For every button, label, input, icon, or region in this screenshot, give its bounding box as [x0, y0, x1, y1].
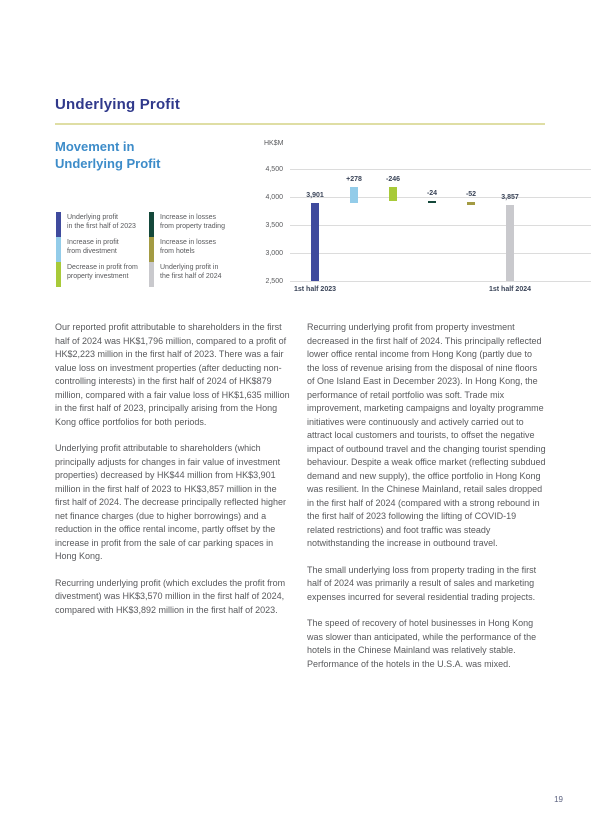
- chart-title-line1: Movement in: [55, 139, 135, 154]
- waterfall-bar: [506, 205, 514, 281]
- legend-item: [56, 212, 138, 237]
- x-axis-category-label: 1st half 2023: [293, 286, 337, 293]
- legend-column-right: [149, 212, 225, 287]
- axis-unit-label: HK$M: [264, 140, 284, 147]
- legend-item: [56, 237, 138, 262]
- bar-value-label: -52: [465, 191, 477, 199]
- body-paragraph: Recurring underlying profit from property investment decreased in the first half of 2024. This principally reflected lower office rental income from Hong Kong (partly due to the loss of revenue arising from the disposal of nine floors of One Island East in December 2023). In Hong Kong, the performance of retail portfolio was soft. Trade mix improvement, marketing campaigns and loyalty programme initiatives were continuously and actively carried out to attract local customers and tourists, to offset the negative impact of outbound travel and the changing tourist spending behaviour. Despite a weak office market (reflecting subdued demand and new supply), the office portfolio in Hong Kong was resilient. In the Chinese Mainland, retail sales dropped in the first half of 2024 (compared with a strong rebound in the first half of 2023 following the lifting of COVID-19 related restrictions) and foot traffic was steady notwithstanding the increase in outbound travel.: [307, 322, 546, 548]
- legend-label: Increase in losses from property trading: [160, 214, 225, 230]
- body-paragraph: Underlying profit attributable to shareholders (which principally adjusts for changes in fair value of investment properties) decreased by HK$44 million from HK$3,901 million in the first half of 2023 to HK$3,857 million in the first half of 2024. The decrease principally reflected higher net finance charges (due to higher borrowings) and a reduction in the office rental income, partly offset by the increase in profit from the sale of car parking spaces in Hong Kong.: [55, 443, 286, 561]
- legend-item: [56, 262, 138, 287]
- y-axis-tick-label: 3,000: [265, 250, 283, 257]
- y-axis-tick-label: 2,500: [265, 278, 283, 285]
- waterfall-chart: [263, 138, 598, 310]
- legend-item: [149, 212, 225, 237]
- section-divider: [55, 123, 545, 125]
- page-number: 19: [554, 795, 563, 804]
- legend-label: Underlying profit in the first half of 2024: [160, 264, 222, 280]
- chart-plot-area: [263, 138, 598, 310]
- y-axis-tick-label: 3,500: [265, 222, 283, 229]
- legend-swatch: [56, 262, 61, 287]
- chart-title-line2: Underlying Profit: [55, 156, 161, 171]
- y-axis-tick-label: 4,500: [265, 166, 283, 173]
- body-paragraph: Recurring underlying profit (which excludes the profit from divestment) was HK$3,570 million in the first half of 2024, compared with HK$3,892 million in the first half of 2023.: [55, 577, 286, 615]
- bar-value-label: +278: [346, 175, 362, 183]
- chart-title: [55, 138, 160, 172]
- legend-item: [149, 262, 225, 287]
- y-axis-tick-label: 4,000: [265, 194, 283, 201]
- body-paragraph: The small underlying loss from property trading in the first half of 2024 was primarily a result of sales and marketing expenses incurred for several residential trading projects.: [307, 564, 537, 602]
- chart-gridline: [290, 281, 591, 282]
- body-column-left: [55, 321, 292, 630]
- legend-item: [149, 237, 225, 262]
- legend-label: Increase in losses from hotels: [160, 239, 217, 255]
- x-axis-category-label: 1st half 2024: [488, 286, 532, 293]
- legend-swatch: [56, 237, 61, 262]
- bar-value-label: -24: [426, 189, 438, 197]
- body-column-right: [307, 321, 546, 684]
- legend-swatch: [56, 212, 61, 237]
- chart-gridline: [290, 225, 591, 226]
- chart-gridline: [290, 253, 591, 254]
- legend-swatch: [149, 237, 154, 262]
- legend-label: Increase in profit from divestment: [67, 239, 119, 255]
- legend-label: Underlying profit in the first half of 2023: [67, 214, 136, 230]
- body-paragraph: Our reported profit attributable to shareholders in the first half of 2024 was HK$1,796 million, compared to a profit of HK$2,223 million in the first half of 2023. There was a fair value loss on investment properties (after deducting non-controlling interests) in the first half of 2024 of HK$879 million, compared with a fair value loss of HK$1,635 million in the first half of 2023, principally arising from the Hong Kong office portfolios for both periods.: [55, 322, 290, 427]
- legend-column-left: [56, 212, 138, 287]
- page-title: Underlying Profit: [55, 96, 181, 114]
- legend-swatch: [149, 262, 154, 287]
- legend-label: Decrease in profit from property investment: [67, 264, 138, 280]
- legend-swatch: [149, 212, 154, 237]
- bar-value-label: -246: [385, 175, 400, 183]
- waterfall-bar: [311, 203, 319, 281]
- waterfall-bar: [428, 201, 436, 203]
- body-paragraph: The speed of recovery of hotel businesses in Hong Kong was slower than anticipated, while the performance of the hotels in the Chinese Mainland was relatively stable. Performance of the hotels in the U.S.A. was mixed.: [307, 618, 537, 669]
- chart-legend: [56, 212, 266, 290]
- chart-gridline: [290, 169, 591, 170]
- waterfall-bar: [350, 187, 358, 203]
- waterfall-bar: [467, 202, 475, 205]
- bar-value-label: 3,857: [501, 194, 519, 201]
- bar-value-label: 3,901: [306, 191, 324, 199]
- waterfall-bar: [389, 187, 397, 201]
